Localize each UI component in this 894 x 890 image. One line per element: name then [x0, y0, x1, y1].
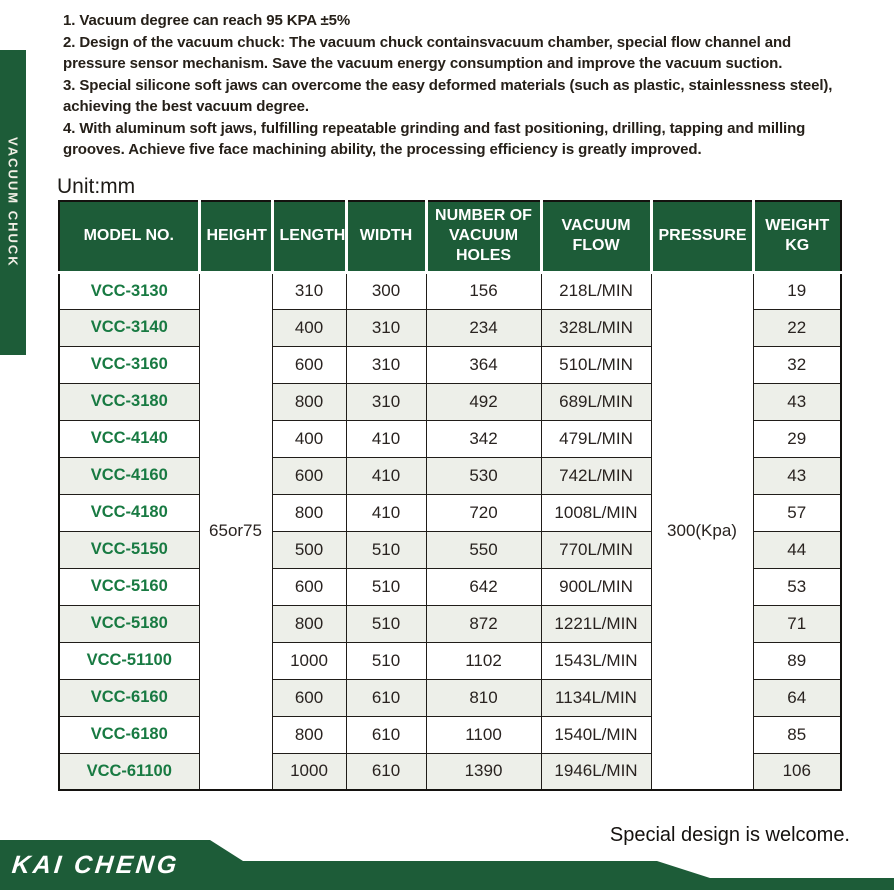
width-cell: 610	[346, 753, 426, 790]
width-cell: 410	[346, 457, 426, 494]
holes-cell: 342	[426, 420, 541, 457]
weight-cell: 32	[753, 346, 841, 383]
feature-line: 4. With aluminum soft jaws, fulfilling repeatable grinding and fast positioning, drilling, tapping and milling	[63, 119, 806, 137]
height-merged-cell: 65or75	[199, 272, 272, 790]
feature-line: pressure sensor mechanism. Save the vacuum energy consumption and improve the vacuum suction.	[63, 55, 783, 72]
holes-cell: 364	[426, 346, 541, 383]
col-header-flow: VACUUM FLOW	[541, 201, 651, 272]
width-cell: 610	[346, 679, 426, 716]
length-cell: 400	[272, 420, 346, 457]
weight-cell: 106	[753, 753, 841, 790]
model-cell: VCC-5150	[59, 531, 199, 568]
width-cell: 310	[346, 346, 426, 383]
model-cell: VCC-5160	[59, 568, 199, 605]
weight-cell: 85	[753, 716, 841, 753]
width-cell: 610	[346, 716, 426, 753]
col-header-width: WIDTH	[346, 201, 426, 272]
holes-cell: 1100	[426, 716, 541, 753]
flow-cell: 900L/MIN	[541, 568, 651, 605]
spec-table	[58, 200, 842, 791]
model-cell: VCC-3140	[59, 309, 199, 346]
length-cell: 500	[272, 531, 346, 568]
flow-cell: 689L/MIN	[541, 383, 651, 420]
model-cell: VCC-4180	[59, 494, 199, 531]
col-header-weight: WEIGHT KG	[753, 201, 841, 272]
holes-cell: 530	[426, 457, 541, 494]
brand-band	[0, 840, 894, 890]
weight-cell: 22	[753, 309, 841, 346]
length-cell: 800	[272, 716, 346, 753]
weight-cell: 53	[753, 568, 841, 605]
model-cell: VCC-3130	[59, 272, 199, 309]
feature-line: 1. Vacuum degree can reach 95 KPA ±5%	[63, 12, 351, 29]
holes-cell: 810	[426, 679, 541, 716]
holes-cell: 642	[426, 568, 541, 605]
feature-list	[63, 10, 832, 161]
feature-line: 3. Special silicone soft jaws can overcome the easy deformed materials (such as plastic, stainlessness steel),	[63, 76, 833, 94]
pressure-merged-cell: 300(Kpa)	[651, 272, 753, 790]
width-cell: 310	[346, 383, 426, 420]
weight-cell: 71	[753, 605, 841, 642]
flow-cell: 1134L/MIN	[541, 679, 651, 716]
feature-line: achieving the best vacuum degree.	[63, 98, 309, 115]
sidebar-tab	[0, 50, 26, 355]
holes-cell: 872	[426, 605, 541, 642]
length-cell: 800	[272, 383, 346, 420]
flow-cell: 1946L/MIN	[541, 753, 651, 790]
flow-cell: 1540L/MIN	[541, 716, 651, 753]
feature-line: 2. Design of the vacuum chuck: The vacuum chuck containsvacuum chamber, special flow channel and	[63, 33, 792, 51]
width-cell: 310	[346, 309, 426, 346]
flow-cell: 328L/MIN	[541, 309, 651, 346]
col-header-length: LENGTH	[272, 201, 346, 272]
model-cell: VCC-4140	[59, 420, 199, 457]
length-cell: 800	[272, 494, 346, 531]
flow-cell: 742L/MIN	[541, 457, 651, 494]
width-cell: 510	[346, 568, 426, 605]
weight-cell: 19	[753, 272, 841, 309]
length-cell: 600	[272, 457, 346, 494]
holes-cell: 492	[426, 383, 541, 420]
width-cell: 510	[346, 642, 426, 679]
kai-cheng-logo: KAI CHENG	[10, 851, 181, 879]
model-cell: VCC-6180	[59, 716, 199, 753]
model-cell: VCC-61100	[59, 753, 199, 790]
holes-cell: 550	[426, 531, 541, 568]
holes-cell: 234	[426, 309, 541, 346]
model-cell: VCC-3160	[59, 346, 199, 383]
weight-cell: 43	[753, 383, 841, 420]
holes-cell: 156	[426, 272, 541, 309]
model-cell: VCC-6160	[59, 679, 199, 716]
width-cell: 300	[346, 272, 426, 309]
length-cell: 310	[272, 272, 346, 309]
flow-cell: 479L/MIN	[541, 420, 651, 457]
length-cell: 800	[272, 605, 346, 642]
holes-cell: 1102	[426, 642, 541, 679]
model-cell: VCC-5180	[59, 605, 199, 642]
sidebar-label: VACUUM CHUCK	[5, 137, 21, 268]
weight-cell: 89	[753, 642, 841, 679]
weight-cell: 43	[753, 457, 841, 494]
length-cell: 600	[272, 568, 346, 605]
col-header-holes: NUMBER OF VACUUM HOLES	[426, 201, 541, 272]
col-header-pressure: PRESSURE	[651, 201, 753, 272]
footer-note: Special design is welcome.	[609, 824, 850, 846]
model-cell: VCC-51100	[59, 642, 199, 679]
table-row	[59, 272, 841, 309]
flow-cell: 1543L/MIN	[541, 642, 651, 679]
width-cell: 510	[346, 605, 426, 642]
weight-cell: 44	[753, 531, 841, 568]
flow-cell: 218L/MIN	[541, 272, 651, 309]
feature-line: grooves. Achieve five face machining ability, the processing efficiency is greatly improved.	[63, 141, 702, 158]
flow-cell: 1008L/MIN	[541, 494, 651, 531]
table-header-row	[59, 201, 841, 272]
length-cell: 600	[272, 679, 346, 716]
holes-cell: 720	[426, 494, 541, 531]
width-cell: 410	[346, 494, 426, 531]
width-cell: 410	[346, 420, 426, 457]
unit-label: Unit:mm	[57, 175, 136, 198]
holes-cell: 1390	[426, 753, 541, 790]
length-cell: 1000	[272, 642, 346, 679]
flow-cell: 770L/MIN	[541, 531, 651, 568]
col-header-model: MODEL NO.	[59, 201, 199, 272]
model-cell: VCC-3180	[59, 383, 199, 420]
col-header-height: HEIGHT	[199, 201, 272, 272]
weight-cell: 57	[753, 494, 841, 531]
length-cell: 1000	[272, 753, 346, 790]
length-cell: 600	[272, 346, 346, 383]
weight-cell: 64	[753, 679, 841, 716]
length-cell: 400	[272, 309, 346, 346]
flow-cell: 1221L/MIN	[541, 605, 651, 642]
width-cell: 510	[346, 531, 426, 568]
weight-cell: 29	[753, 420, 841, 457]
flow-cell: 510L/MIN	[541, 346, 651, 383]
model-cell: VCC-4160	[59, 457, 199, 494]
